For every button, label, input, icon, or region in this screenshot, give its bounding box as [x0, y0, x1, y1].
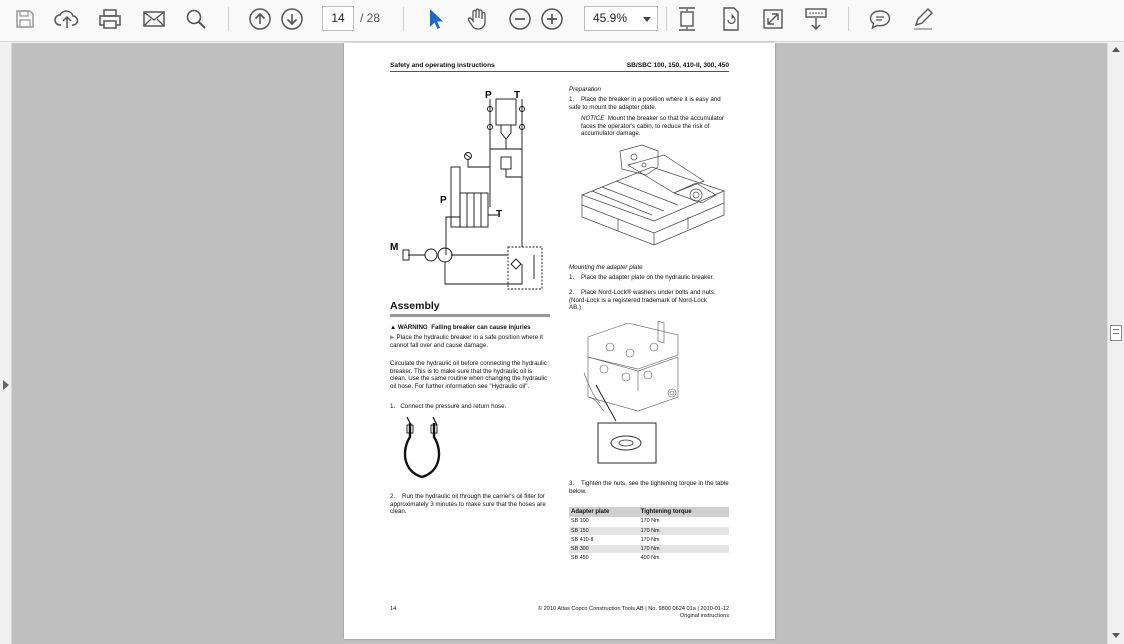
page-total: / 28 [360, 11, 381, 25]
diagram-label-p: P [440, 195, 447, 206]
table-row: SB 450 400 Nm [569, 553, 729, 562]
search-icon[interactable] [181, 6, 211, 32]
vertical-scrollbar[interactable] [1107, 43, 1124, 644]
select-tool-icon[interactable] [420, 6, 450, 32]
side-panel-toggle[interactable] [0, 43, 12, 644]
breaker-on-pallet-figure [578, 143, 728, 251]
sign-icon[interactable] [908, 6, 938, 32]
notice-text: NOTICE Mount the breaker so that the accumulator faces the operator's cabin, to reduce the risk of accumulator damage. [581, 115, 725, 138]
scroll-mode-icon[interactable] [801, 6, 831, 32]
print-icon[interactable] [95, 6, 125, 32]
torque-col-torque: Tightening torque [639, 507, 729, 517]
scroll-up-icon[interactable] [1112, 47, 1120, 52]
mounting-step-3: 3. Tighten the nuts, see the tightening torque in the table below. [569, 480, 729, 495]
comment-icon[interactable] [865, 6, 895, 32]
mounting-step-1: 1. Place the adapter plate on the hydraulic breaker. [569, 274, 715, 281]
torque-table [569, 507, 729, 563]
fullscreen-icon[interactable] [758, 6, 788, 32]
diagram-label-p-top: P [485, 90, 492, 101]
toolbar [0, 0, 1124, 42]
expand-arrow-icon [3, 380, 9, 390]
table-row: SB 100 170 Nm [569, 517, 729, 526]
scrollbar-thumb[interactable] [1110, 325, 1122, 341]
fit-page-icon[interactable] [672, 6, 702, 32]
diagram-label-m: M [390, 242, 399, 253]
next-page-icon[interactable] [277, 6, 307, 32]
preparation-heading: Preparation [569, 86, 601, 93]
upload-icon[interactable] [52, 6, 82, 32]
hydraulic-diagram [388, 87, 553, 297]
rotate-icon[interactable] [716, 6, 746, 32]
scroll-down-icon[interactable] [1112, 633, 1120, 638]
previous-page-icon[interactable] [245, 6, 275, 32]
assembly-paragraph: Circulate the hydraulic oil before connecting the hydraulic breaker. This is to make sure that the hydraulic oil is clean. Use the same routine when changing the hydraulic oil hose. For further information see "Hydraulic oil". [390, 360, 548, 390]
chevron-down-icon [643, 17, 651, 22]
page-number-input[interactable]: 14 [322, 6, 354, 31]
footer-copyright: © 2010 Atlas Copco Construction Tools AB | No. 9800 0624 01a | 2010-01-12 Original instructions [537, 606, 729, 620]
table-row: SB 150 170 Nm [569, 526, 729, 535]
diagram-label-t: T [496, 209, 503, 220]
page-header-left: Safety and operating instructions [390, 62, 495, 69]
pdf-page [344, 43, 775, 639]
save-icon[interactable] [10, 6, 40, 32]
assembly-step-1: 1. Connect the pressure and return hose. [390, 403, 507, 410]
warning-line: ▲ WARNING Falling breaker can cause injuries [390, 324, 531, 331]
diagram-label-t-top: T [514, 90, 521, 101]
assembly-heading: Assembly [390, 300, 440, 312]
zoom-out-icon[interactable] [505, 6, 535, 32]
nord-lock-figure [578, 317, 688, 467]
table-row: SB 410-II 170 Nm [569, 535, 729, 544]
zoom-select[interactable]: 45.9% [584, 6, 658, 31]
page-header-right: SB/SBC 100, 150, 410-II, 300, 450 [626, 62, 729, 69]
mounting-heading: Mounting the adapter plate [569, 264, 643, 271]
mail-icon[interactable] [139, 6, 169, 32]
warning-bullet: ▶ Place the hydraulic breaker in a safe position where it cannot fall over and cause damage. [390, 334, 544, 349]
hand-tool-icon[interactable] [463, 6, 493, 32]
assembly-step-2: 2. Run the hydraulic oil through the carrier's oil filter for approximately 3 minutes to make sure that the hoses are clean. [390, 493, 546, 516]
mounting-step-2: 2. Place Nord-Lock® washers under bolts and nuts. (Nord-Lock is a registered trademark of Nord-Lock AB.) [569, 289, 716, 312]
preparation-step-1: 1. Place the breaker in a position where it is easy and safe to mount the adapter plate. [569, 96, 721, 111]
zoom-in-icon[interactable] [537, 6, 567, 32]
torque-col-adapter: Adapter plate [569, 507, 639, 517]
table-row: SB 300 170 Nm [569, 544, 729, 553]
footer-page-number: 14 [390, 606, 397, 612]
hose-figure [400, 415, 445, 481]
